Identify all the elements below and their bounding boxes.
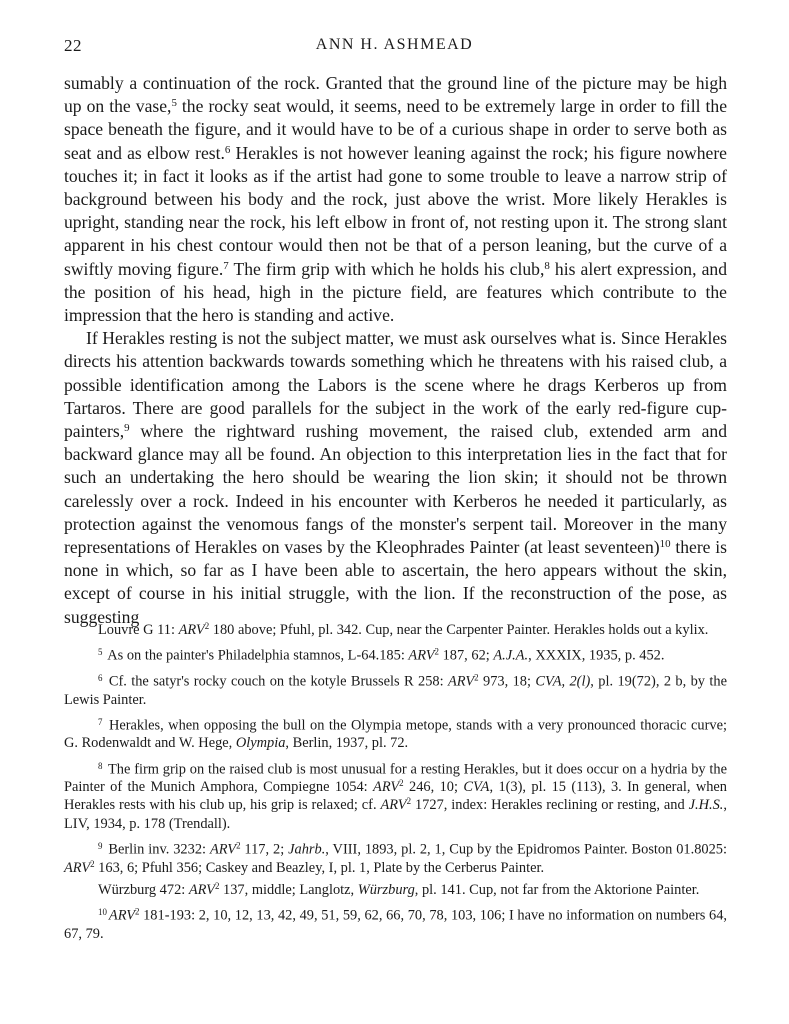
footnote-text: Würzburg 472: (98, 881, 189, 898)
footnote-text: Louvre G 11: (98, 622, 179, 638)
footnote-text: A.J.A. (493, 647, 529, 664)
superscript: 2 (399, 778, 404, 789)
footnote-10 (64, 903, 727, 943)
footnote-6 (64, 669, 727, 709)
superscript: 2 (204, 621, 210, 632)
footnote-text: , 1(3), pl. 15 (113), 3. In general, when Herakles rests with his club up, his grip is relaxed; cf. (64, 779, 727, 814)
footnote-text: ARV (448, 673, 475, 690)
footnote-text: 163, 6; Pfuhl 356; Caskey and Beazley, I, pl. 1, Plate by the Cerberus Painter. (94, 859, 545, 876)
superscript: 2 (406, 796, 412, 807)
footnote-ref[interactable]: 8 (544, 259, 550, 272)
superscript: 2 (236, 840, 241, 851)
footnote-text: Würzburg (357, 881, 415, 898)
footnote-text: , XXXIX, 1935, p. 452. (528, 647, 665, 664)
footnote-text: , Berlin, 1937, pl. 72. (285, 735, 409, 752)
footnote-text: Olympia (235, 735, 286, 752)
footnote-text: 117, 2; (240, 841, 289, 858)
footnote-text: ARV (373, 779, 400, 796)
superscript: 2 (90, 858, 95, 869)
footnote-text: 6 (98, 672, 103, 683)
footnote-text: Herakles, when opposing the bull on the Olympia metope, stands with a very pronounced thoracic curve; G. Rodenwaldt and W. Hege, (64, 717, 727, 752)
footnote-text: , pl. 19(72), 2 b, by the Lewis Painter. (64, 673, 727, 708)
footnote-text: Berlin inv. 3232: (104, 841, 210, 858)
footnote-text: 7 (98, 716, 103, 727)
footnote-text: ARV (209, 841, 237, 858)
superscript: 2 (434, 646, 439, 657)
footnote-text: The firm grip on the raised club is most unusual for a resting Herakles, but it does occur on a hydria by the Painter of the Munich Amphora, Compiegne 1054: (64, 761, 727, 796)
paragraph-1 (64, 72, 727, 327)
footnote-text: ARV (408, 647, 435, 664)
footnotes (64, 621, 727, 947)
footnote-text: , LIV, 1934, p. 178 (Trendall). (64, 797, 727, 832)
footnote-ref[interactable]: 6 (224, 143, 231, 156)
footnote-4-cont (64, 621, 727, 639)
footnote-text: 8 (98, 760, 103, 771)
footnote-text: 5 (98, 647, 103, 658)
footnote-text: 10 (98, 906, 107, 917)
footnote-text: J.H.S. (688, 797, 724, 814)
footnote-text: , pl. 141. Cup, not far from the Aktorione Painter. (414, 881, 700, 898)
footnote-text: CVA, 2(l) (535, 673, 591, 690)
footnote-text: As on the painter's Philadelphia stamnos, L-64.185: (104, 647, 409, 664)
footnote-text: 187, 62; (439, 647, 494, 664)
text-run: The firm grip with which he holds his club, (228, 258, 545, 279)
footnote-7 (64, 713, 727, 753)
footnote-ref[interactable]: 5 (171, 97, 177, 110)
footnote-text: ARV (108, 907, 136, 924)
footnote-text: 180 above; Pfuhl, pl. 342. Cup, near the Carpenter Painter. Herakles holds out a kylix. (209, 622, 709, 638)
superscript: 2 (135, 906, 140, 917)
footnote-text: 1727, index: Herakles reclining or resting, and (411, 797, 689, 814)
text-run: there is none in which, so far as I have been able to ascertain, the hero appears without the skin, except of course in his initial struggle, with the lion. If the reconstruction of the pose, as suggesting (64, 537, 727, 627)
footnote-text: 973, 18; (478, 673, 536, 690)
footnote-ref[interactable]: 7 (223, 259, 229, 272)
footnote-text: , VIII, 1893, pl. 2, 1, Cup by the Epidromos Painter. Boston 01.8025: (325, 841, 727, 858)
superscript: 2 (474, 672, 479, 683)
footnote-text: ARV (64, 859, 91, 876)
text-run: where the rightward rushing movement, the raised club, extended arm and backward glance may all be found. An objection to this interpretation lies in the fact that for such an undertaking the hero should be wearing the lion skin; it should not be thrown carelessly over a rock. Indeed in his encounter with Kerberos he needed it particularly, as protection against the venomous fangs of the monster's serpent tail. Moreover in the many representations of Herakles on vases by the Kleophrades Painter (at least seventeen) (64, 421, 727, 558)
text-run: the rocky seat would, it seems, need to be extremely large in order to fill the space beneath the figure, and it would have to be of a curious shape in order to serve both as seat and as elbow rest. (64, 96, 727, 163)
text-run: sumably a continuation of the rock. Granted that the ground line of the picture may be high up on the vase, (64, 73, 727, 117)
superscript: 2 (214, 880, 220, 891)
footnote-5 (64, 643, 727, 665)
text-run: Herakles is not however leaning against the rock; his figure nowhere touches it; in fact it looks as if the artist had gone to some trouble to leave a narrow strip of background between his body and the rock, just above the wrist. More likely Herakles is upright, standing near the rock, his left elbow in front of, not resting upon it. The strong slant apparent in his chest contour would then not be that of a person leaning, but the curve of a swiftly moving figure. (64, 142, 727, 279)
footnote-text: ARV (188, 881, 215, 898)
footnote-ref[interactable]: 10 (659, 538, 671, 551)
footnote-ref[interactable]: 9 (124, 422, 130, 435)
footnote-9 (64, 837, 727, 877)
text-run: If Herakles resting is not the subject matter, we must ask ourselves what is. Since Herakles directs his attention backwards towards something which he threatens with his raised club, a possible identification among the Labors is the scene where he drags Kerberos up from Tartaros. There are good parallels for the subject in the work of the early red-figure cup-painters, (64, 328, 727, 442)
footnote-text: 246, 10; (403, 779, 464, 796)
page-number: 22 (64, 36, 82, 55)
footnote-text: ARV (178, 622, 205, 638)
footnote-text: ARV (380, 797, 407, 814)
footnote-9-cont (64, 881, 727, 899)
footnote-text: 137, middle; Langlotz, (219, 881, 358, 898)
text-run: his alert expression, and the position of his head, high in the picture field, are features which contribute to the impression that the hero is standing and active. (64, 258, 727, 326)
footnote-text: Jahrb. (288, 841, 326, 858)
footnote-text: Cf. the satyr's rocky couch on the kotyle Brussels R 258: (104, 673, 449, 690)
footnote-text: CVA (463, 779, 490, 796)
footnote-8 (64, 757, 727, 833)
footnote-text: 9 (98, 840, 103, 851)
running-head: ANN H. ASHMEAD (315, 36, 474, 53)
footnote-text: 181-193: 2, 10, 12, 13, 42, 49, 51, 59, 62, 66, 70, 78, 103, 106; I have no information on numbers 64, 67, 79. (64, 907, 727, 942)
